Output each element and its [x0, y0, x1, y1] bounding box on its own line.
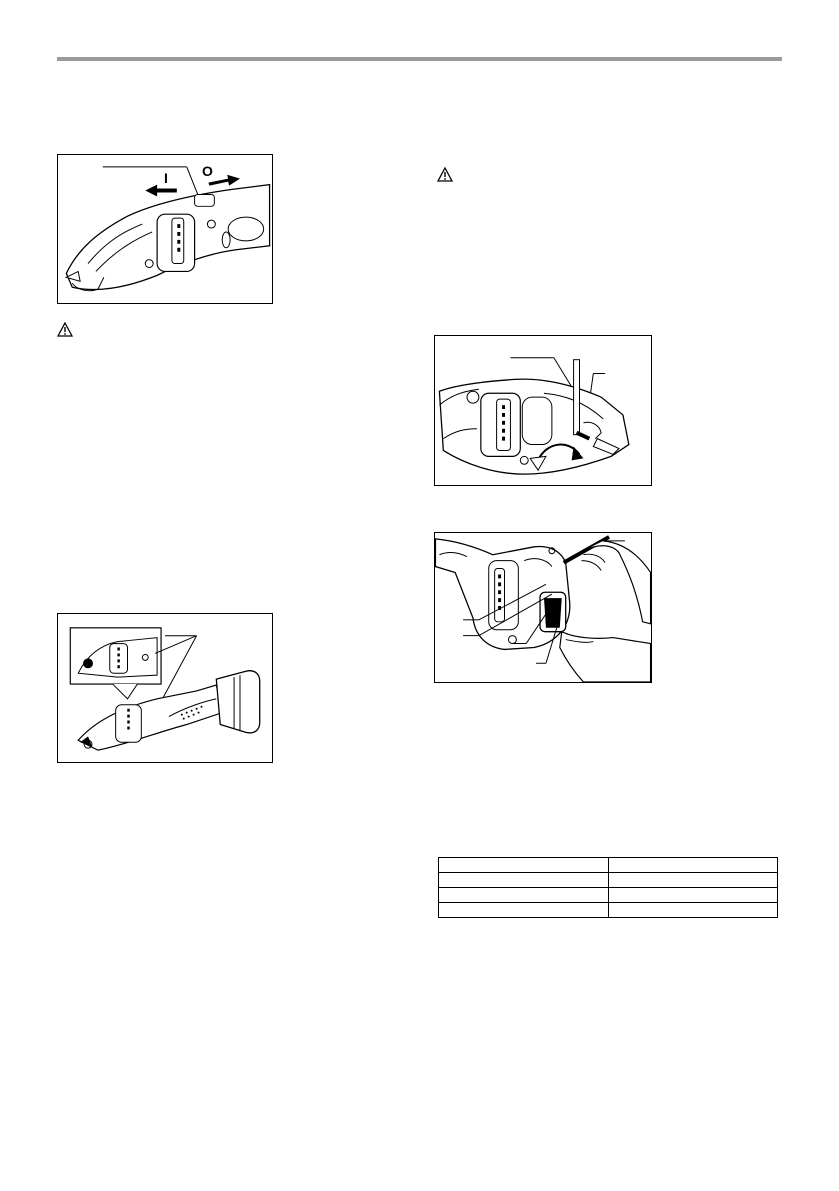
blade-replacement-illustration — [435, 533, 651, 682]
figure-switch-operation — [57, 154, 273, 304]
hex-wrench-illustration — [435, 336, 651, 485]
table-cell — [439, 858, 609, 873]
figure-hex-wrench — [434, 335, 652, 486]
table-cell — [608, 858, 778, 873]
table-row — [439, 858, 778, 873]
table-row — [439, 873, 778, 888]
table-row — [439, 888, 778, 903]
table-cell — [439, 888, 609, 903]
on-symbol: I — [164, 170, 168, 186]
off-symbol: O — [202, 163, 213, 179]
table-cell — [608, 903, 778, 918]
figure-blade-replacement — [434, 532, 652, 683]
header-rule — [57, 57, 782, 61]
table-cell — [439, 903, 609, 918]
table-cell — [608, 888, 778, 903]
warning-triangle-icon — [57, 322, 73, 337]
warning-triangle-icon — [437, 167, 453, 182]
figure-tool-with-battery — [57, 613, 273, 763]
table-cell — [439, 873, 609, 888]
table-row — [439, 903, 778, 918]
table-cell — [608, 873, 778, 888]
tool-battery-illustration — [58, 614, 272, 762]
spec-table — [438, 857, 778, 918]
